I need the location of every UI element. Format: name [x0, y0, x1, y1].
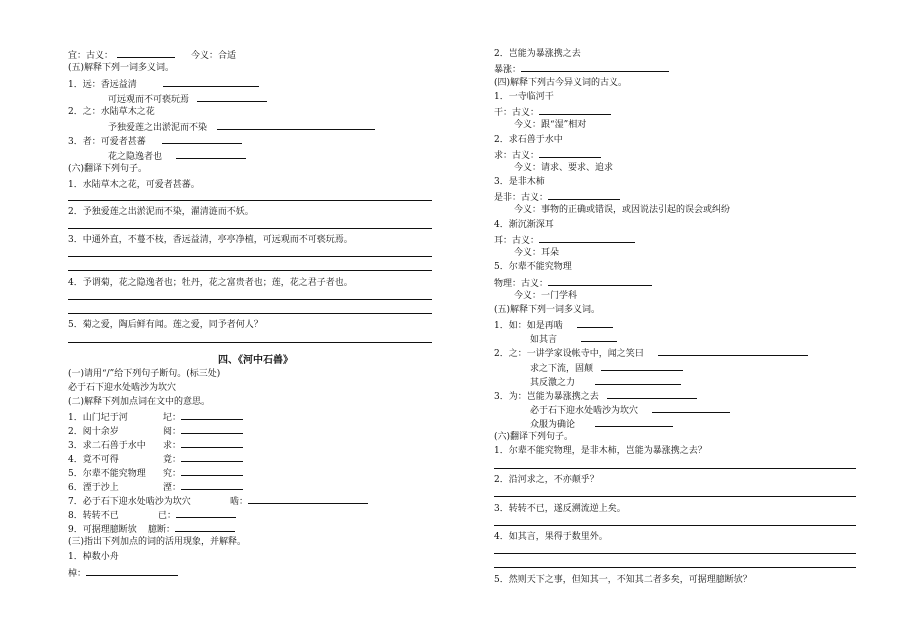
question-item: 4．竟不可得 竟： [68, 453, 243, 466]
question-item: 2．求石兽于水中 [494, 135, 563, 145]
answer-blank[interactable] [577, 319, 613, 328]
answer-blank[interactable] [248, 495, 368, 504]
answer-blank[interactable] [539, 149, 601, 158]
section-heading: (四)解释下列古今异义词的古义。 [494, 78, 628, 88]
answer-blank[interactable] [181, 453, 243, 462]
question-item: 1．远：香远益清 [68, 78, 259, 91]
question-item: 6．湮于沙上 湮： [68, 481, 243, 494]
answer-blank[interactable] [539, 106, 611, 115]
answer-blank[interactable] [581, 333, 617, 342]
translate-item: 5．菊之爱，陶后鲜有闻。莲之爱，同予者何人？ [68, 320, 263, 330]
question-item: 耳：古义： [494, 234, 635, 247]
yi-line [68, 49, 236, 62]
question-item: 求：古义： [494, 149, 601, 162]
question-item: 如其言 [530, 333, 617, 346]
answer-line[interactable] [68, 200, 432, 201]
answer-line[interactable] [494, 567, 856, 568]
answer-blank[interactable] [539, 234, 635, 243]
answer-blank[interactable] [607, 390, 697, 399]
answer-blank[interactable] [595, 418, 673, 427]
question-item: 花之隐逸者也 [108, 150, 246, 163]
answer-line[interactable] [494, 496, 856, 497]
question-item: 9．可据理臆断欤 臆断： [68, 523, 235, 536]
answer-blank[interactable] [548, 191, 620, 200]
section-heading: (二)解释下列加点词在文中的意思。 [68, 397, 211, 407]
answer-blank[interactable] [181, 411, 243, 420]
answer-line[interactable] [68, 299, 432, 300]
question-item: 3．求二石兽于水中 求： [68, 439, 243, 452]
question-item: 3．为：岂能为暴涨携之去 [494, 390, 697, 403]
section-heading: (五)解释下列一词多义词。 [494, 305, 601, 315]
answer-blank[interactable] [176, 509, 236, 518]
answer-line[interactable] [494, 553, 856, 554]
translate-item: 5．然则天下之事，但知其一，不知其二者多矣，可据理臆断欤？ [494, 575, 752, 585]
answer-blank[interactable] [181, 481, 243, 490]
answer-blank[interactable] [176, 150, 246, 159]
answer-blank[interactable] [181, 439, 243, 448]
answer-blank[interactable] [86, 567, 178, 576]
question-item: 必于石下迎水处啮沙为坎穴 [530, 404, 730, 417]
translate-item: 4．如其言，果得于数里外。 [494, 532, 608, 542]
question-item: 今义：请求、要求、追求 [514, 163, 614, 173]
question-item: 今义：事物的正确或错误，或因说法引起的误会或纠纷 [514, 205, 731, 215]
answer-line[interactable] [68, 256, 432, 257]
question-item: 2．阅十余岁 阅： [68, 425, 243, 438]
answer-blank[interactable] [658, 347, 808, 356]
sentence: 必于石下迎水处啮沙为坎穴 [68, 383, 177, 393]
question-item: 2．岂能为暴涨携之去 [494, 49, 581, 59]
answer-blank[interactable] [217, 121, 375, 130]
question-item: 1．棹数小舟 [68, 552, 119, 562]
answer-blank[interactable] [601, 362, 683, 371]
answer-blank[interactable] [117, 49, 175, 58]
question-item: 求之下流，固颠 [530, 362, 683, 375]
section-heading: (三)指出下列加点的词的活用现象，并解释。 [68, 537, 247, 547]
translate-item: 2．沿河求之，不亦颠乎？ [494, 475, 599, 485]
answer-blank[interactable] [197, 93, 267, 102]
translate-item: 3．中通外直，不蔓不枝，香远益清，亭亭净植，可远观而不可亵玩焉。 [68, 235, 353, 245]
answer-blank[interactable] [595, 376, 681, 385]
translate-item: 1．尔辈不能究物理，是非木柿，岂能为暴涨携之去？ [494, 446, 707, 456]
answer-line[interactable] [68, 342, 432, 343]
question-item: 8．转转不已 已： [68, 509, 236, 522]
question-item: 棹： [68, 567, 178, 580]
question-item: 2．之：水陆草木之花 [68, 107, 155, 117]
answer-line[interactable] [68, 313, 432, 314]
translate-item: 3．转转不已，遂反溯流逆上矣。 [494, 504, 626, 514]
question-item: 众服为确论 [530, 418, 673, 431]
question-item: 3．是非木柿 [494, 177, 545, 187]
answer-blank[interactable] [548, 277, 652, 286]
question-item: 干：古义： [494, 106, 611, 119]
section-heading: (五)解释下列一词多义词。 [68, 63, 175, 73]
answer-line[interactable] [68, 228, 432, 229]
question-item: 是非：古义： [494, 191, 620, 204]
section-heading: (六)翻译下列句子。 [494, 432, 574, 442]
answer-blank[interactable] [163, 78, 259, 87]
question-item: 今义：一门学科 [514, 291, 578, 301]
question-item: 1．山门圮于河 圮： [68, 411, 243, 424]
answer-line[interactable] [494, 525, 856, 526]
yi-label: 宜：古义： [68, 51, 114, 61]
section-heading: (六)翻译下列句子。 [68, 164, 148, 174]
answer-blank[interactable] [181, 467, 243, 476]
answer-line[interactable] [68, 270, 432, 271]
question-item: 今义：耳朵 [514, 248, 560, 258]
section-heading: (一)请用“/”给下列句子断句。(标三处) [68, 369, 221, 379]
question-item: 4．渐沉渐深耳 [494, 220, 554, 230]
translate-item: 2．予独爱莲之出淤泥而不染，濯清涟而不妖。 [68, 207, 254, 217]
yi-modern: 今义：合适 [191, 51, 237, 61]
translate-item: 1．水陆草木之花，可爱者甚蕃。 [68, 180, 200, 190]
answer-blank[interactable] [162, 135, 242, 144]
question-item: 予独爱莲之出淤泥而不染 [108, 121, 375, 134]
question-item: 可远观而不可亵玩焉 [108, 93, 267, 106]
answer-blank[interactable] [175, 523, 235, 532]
question-item: 物理：古义： [494, 277, 652, 290]
question-item: 今义：跟“湿”相对 [514, 120, 587, 130]
question-item: 2．之：一讲学家设帐寺中，闻之笑曰 [494, 347, 808, 360]
question-item: 5．尔辈不能究物理 [494, 262, 572, 272]
question-item: 暴涨： [494, 63, 669, 76]
answer-blank[interactable] [652, 404, 730, 413]
answer-line[interactable] [494, 468, 856, 469]
answer-blank[interactable] [181, 425, 243, 434]
question-item: 3．者：可爱者甚蕃 [68, 135, 242, 148]
question-item: 其反激之力 [530, 376, 681, 389]
question-item: 5．尔辈不能究物理 究： [68, 467, 243, 480]
part-title: 四、《河中石兽》 [218, 355, 293, 366]
answer-blank[interactable] [521, 63, 669, 72]
question-item: 1．一寺临河干 [494, 92, 554, 102]
question-item: 1．如：如是再啮 [494, 319, 613, 332]
question-item: 7．必于石下迎水处啮沙为坎穴 啮： [68, 495, 368, 508]
translate-item: 4．予谓菊，花之隐逸者也；牡丹，花之富贵者也；莲，花之君子者也。 [68, 278, 353, 288]
